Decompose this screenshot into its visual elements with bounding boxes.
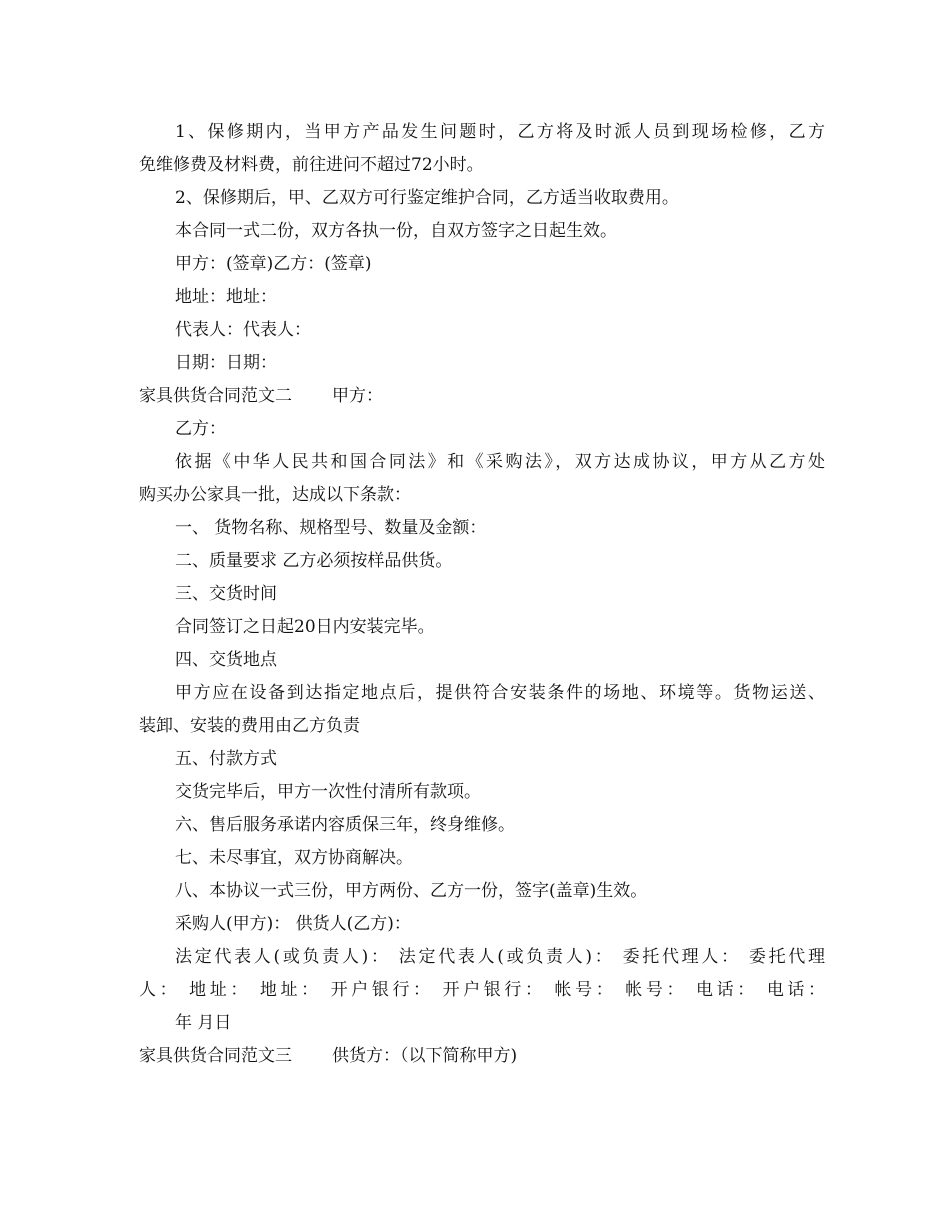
signature-line: 采购人(甲方)： 供货人(乙方)： [175, 914, 411, 934]
paragraph-line: 乙方： [175, 419, 226, 439]
paragraph-line: 购买办公家具一批，达成以下条款： [139, 485, 411, 505]
signature-line: 法定代表人(或负责人)： 法定代表人(或负责人)： 委托代理人： 委托代理 [175, 947, 825, 967]
section-heading [139, 1040, 825, 1073]
date-line: 年 月日 [175, 1013, 232, 1033]
clause-line: 二、质量要求 乙方必须按样品供货。 [175, 551, 453, 571]
paragraph-line: 交货完毕后，甲方一次性付清所有款项。 [175, 782, 481, 802]
address-line: 地址：地址： [175, 287, 277, 307]
representative-line: 代表人：代表人： [175, 320, 311, 340]
clause-line: 五、付款方式 [175, 749, 277, 769]
paragraph-line: 免维修费及材料费，前往进问不超过72小时。 [139, 155, 484, 175]
paragraph-line: 甲方应在设备到达指定地点后，提供符合安装条件的场地、环境等。货物运送、 [175, 683, 825, 703]
clause-line: 八、本协议一式三份，甲方两份、乙方一份，签字(盖章)生效。 [175, 881, 648, 901]
party-label: 甲方： [332, 386, 383, 406]
section-title: 家具供货合同范文三 [139, 1046, 292, 1066]
clause-line: 七、未尽事宜，双方协商解决。 [175, 848, 413, 868]
document-body [139, 116, 825, 1073]
paragraph-line: 本合同一式二份，双方各执一份，自双方签字之日起生效。 [175, 221, 617, 241]
section-title: 家具供货合同范文二 [139, 386, 292, 406]
paragraph-line: 合同签订之日起20日内安装完毕。 [175, 617, 435, 637]
paragraph-line: 依据《中华人民共和国合同法》和《采购法》，双方达成协议，甲方从乙方处 [175, 452, 825, 472]
clause-line: 一、 货物名称、规格型号、数量及金额： [175, 518, 487, 538]
paragraph-line: 1、保修期内，当甲方产品发生问题时，乙方将及时派人员到现场检修，乙方 [175, 122, 825, 142]
paragraph-line: 装卸、安装的费用由乙方负责 [139, 716, 360, 736]
clause-line: 四、交货地点 [175, 650, 277, 670]
paragraph-line: 2、保修期后，甲、乙双方可行鉴定维护合同，乙方适当收取费用。 [175, 188, 679, 208]
clause-line: 六、售后服务承诺内容质保三年，终身维修。 [175, 815, 515, 835]
signature-line: 人： 地址： 地址： 开户银行： 开户银行： 帐号： 帐号： 电话： 电话： [139, 980, 825, 1000]
date-line: 日期：日期： [175, 353, 277, 373]
supplier-label: 供货方：（以下简称甲方) [332, 1046, 518, 1066]
clause-line: 三、交货时间 [175, 584, 277, 604]
signature-line: 甲方：(签章)乙方：(签章) [175, 254, 372, 274]
section-heading [139, 380, 825, 413]
